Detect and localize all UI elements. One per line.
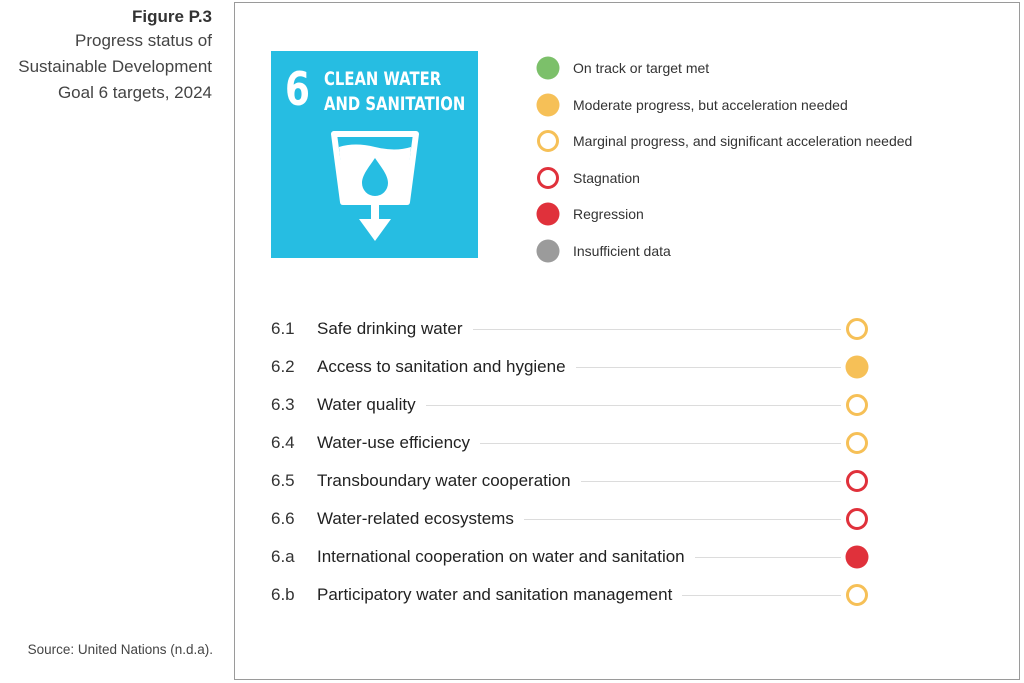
leader-line (682, 595, 841, 596)
leader-line (695, 557, 841, 558)
target-label: Water-related ecosystems (317, 509, 514, 528)
sdg-name-line-2: AND SANITATION (324, 93, 466, 115)
water-glass-drop-icon (331, 131, 419, 246)
target-row-6-4 (271, 430, 869, 456)
legend-marker-marginal (536, 129, 560, 153)
legend-marker-on-track (536, 56, 560, 80)
target-row-6-2 (271, 354, 869, 380)
legend-item-stagnation (536, 166, 640, 190)
status-marker-wrap (845, 507, 869, 531)
target-code: 6.4 (271, 433, 295, 452)
target-code: 6.3 (271, 395, 295, 414)
status-marker-moderate (845, 355, 869, 379)
source-note: Source: United Nations (n.d.a). (27, 642, 213, 657)
legend-marker-wrap (536, 202, 560, 226)
leader-line (576, 367, 841, 368)
figure-title-line-1: Progress status of (74, 31, 212, 50)
target-row-6-3 (271, 392, 869, 418)
figure-title-line-2: Sustainable Development (18, 57, 212, 76)
target-label: International cooperation on water and sanitation (317, 547, 685, 566)
target-row-6-5 (271, 468, 869, 494)
status-marker-marginal (845, 317, 869, 341)
legend-marker-stagnation (536, 166, 560, 190)
legend-marker-wrap (536, 56, 560, 80)
legend-marker-regression (536, 202, 560, 226)
status-marker-marginal (845, 393, 869, 417)
status-marker-marginal (845, 583, 869, 607)
status-marker-wrap (845, 317, 869, 341)
sdg-name (324, 67, 465, 117)
legend-label: Insufficient data (573, 243, 671, 259)
legend-item-marginal (536, 129, 912, 153)
target-code: 6.5 (271, 471, 295, 490)
target-code: 6.a (271, 547, 295, 566)
target-code: 6.1 (271, 319, 295, 338)
legend-label: Regression (573, 206, 644, 223)
legend-label: Stagnation (573, 169, 640, 186)
figure-caption (0, 6, 212, 106)
legend-item-moderate (536, 93, 848, 117)
legend-marker-insufficient (536, 239, 560, 263)
target-row-6-1 (271, 316, 869, 342)
status-marker-regression (845, 545, 869, 569)
legend-label: Moderate progress, but acceleration needed (573, 96, 848, 113)
sdg-number: 6 (285, 62, 310, 116)
legend-marker-moderate (536, 93, 560, 117)
figure-label: Figure P.3 (132, 7, 212, 26)
legend-marker-wrap (536, 166, 560, 190)
target-row-6-6 (271, 506, 869, 532)
status-marker-wrap (845, 583, 869, 607)
target-label: Water-use efficiency (317, 433, 471, 452)
status-marker-wrap (845, 355, 869, 379)
figure-title-line-3: Goal 6 targets, 2024 (57, 83, 212, 102)
leader-line (426, 405, 841, 406)
target-code: 6.2 (271, 357, 295, 376)
target-label: Transboundary water cooperation (317, 471, 571, 490)
status-marker-wrap (845, 469, 869, 493)
leader-line (581, 481, 841, 482)
target-label: Participatory water and sanitation management (317, 585, 673, 604)
target-label: Safe drinking water (317, 319, 463, 338)
sdg-6-tile (271, 51, 478, 258)
sdg-name-line-1: CLEAN WATER (324, 68, 442, 90)
status-marker-stagnation (845, 507, 869, 531)
legend-marker-wrap (536, 93, 560, 117)
target-row-6-b (271, 582, 869, 608)
status-marker-marginal (845, 431, 869, 455)
legend-item-on-track (536, 56, 709, 80)
status-marker-wrap (845, 393, 869, 417)
leader-line (524, 519, 841, 520)
target-label: Water quality (317, 395, 416, 414)
target-code: 6.6 (271, 509, 295, 528)
target-label: Access to sanitation and hygiene (317, 357, 566, 376)
target-row-6-a (271, 544, 869, 570)
legend-label: Marginal progress, and significant acceleration needed (573, 133, 913, 150)
status-marker-wrap (845, 431, 869, 455)
target-code: 6.b (271, 585, 295, 604)
legend-label: On track or target met (573, 60, 710, 76)
legend-marker-wrap (536, 239, 560, 263)
leader-line (480, 443, 841, 444)
status-marker-wrap (845, 545, 869, 569)
legend-marker-wrap (536, 129, 560, 153)
status-marker-stagnation (845, 469, 869, 493)
legend-item-insufficient (536, 239, 671, 263)
leader-line (473, 329, 841, 330)
legend-item-regression (536, 202, 644, 226)
